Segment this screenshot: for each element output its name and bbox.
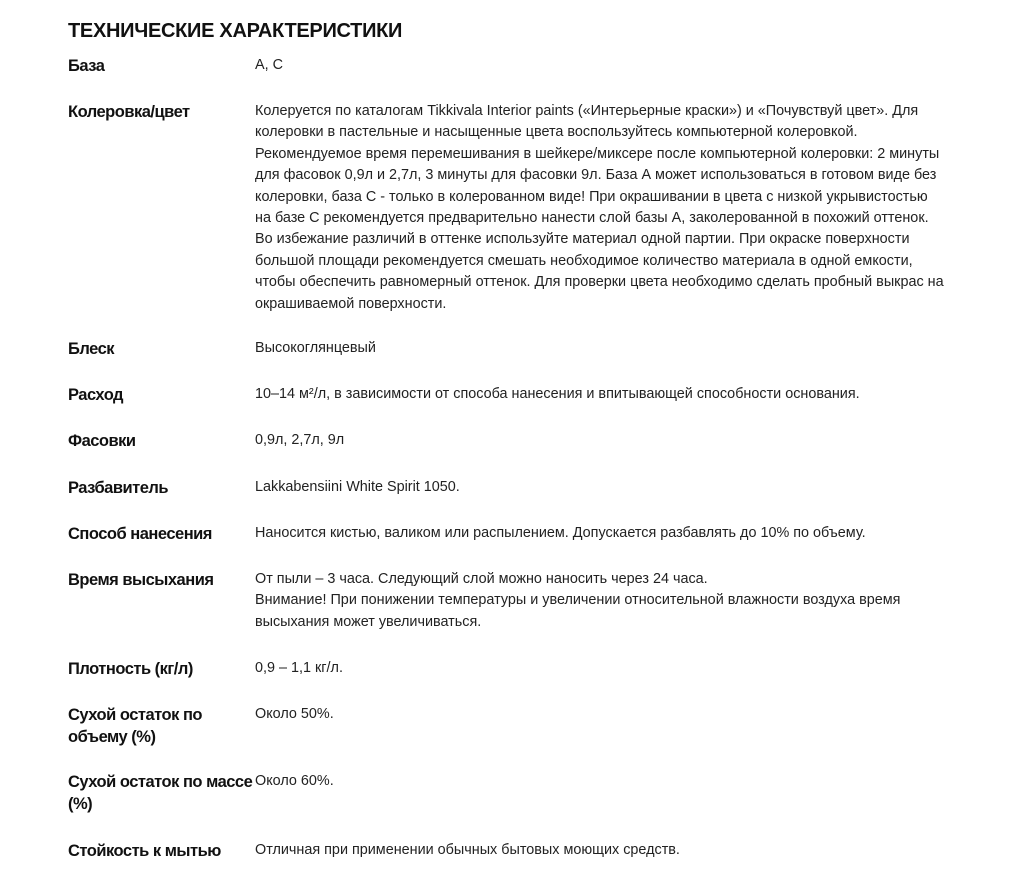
spec-row-gloss — [68, 338, 958, 384]
spec-row-tinting — [68, 101, 958, 338]
spec-value: A, C — [255, 57, 283, 73]
spec-value: От пыли – 3 часа. Следующий слой можно наносить через 24 часа. Внимание! При понижении температуры и увеличении относительной влажности воздуха время высыхания может увеличиваться. — [255, 571, 901, 630]
spec-label: Способ нанесения — [68, 525, 212, 543]
spec-label: Разбавитель — [68, 479, 168, 497]
spec-table — [68, 55, 958, 880]
spec-row-wash-resistance — [68, 840, 958, 880]
spec-value: Наносится кистью, валиком или распылением. Допускается разбавлять до 10% по объему. — [255, 525, 866, 541]
spec-row-base — [68, 55, 958, 101]
spec-value: Около 50%. — [255, 706, 334, 722]
spec-row-thinner — [68, 477, 958, 523]
spec-value: Около 60%. — [255, 773, 334, 789]
spec-label: Время высыхания — [68, 571, 214, 589]
spec-label: Блеск — [68, 340, 115, 358]
spec-value: Колеруется по каталогам Tikkivala Interior paints («Интерьерные краски») и «Почувствуй цвет». Для колеровки в пастельные и насыщенные цвета воспользуйтесь компьютерной колеровкой. Рекомендуемое время перемешивания в шейкере/миксере после компьютерной колеровки: 2 минуты для фасовок 0,9л и 2,7л, 3 минуты для фасовки 9л. База А может использоваться в готовом виде без колеровки, база С - только в колерованном виде! При окрашивании в цвета с низкой укрывистостью на базе С рекомендуется предварительно нанести слой базы А, заколерованной в похожий оттенок. Во избежание различий в оттенке используйте материал одной партии. При окраске поверхности большой площади рекомендуется смешать необходимое количество материала в одной емкости, чтобы обеспечить равномерный оттенок. Для проверки цвета необходимо сделать пробный выкрас на окрашиваемой поверхности. — [255, 103, 944, 312]
spec-row-solids-volume — [68, 704, 958, 771]
spec-row-density — [68, 658, 958, 704]
spec-label: База — [68, 57, 105, 75]
spec-label: Расход — [68, 386, 124, 404]
spec-value: 10–14 м²/л, в зависимости от способа нанесения и впитывающей способности основания. — [255, 386, 860, 402]
spec-label: Колеровка/цвет — [68, 103, 190, 121]
spec-label: Сухой остаток по объему (%) — [68, 706, 202, 746]
spec-label: Сухой остаток по массе (%) — [68, 773, 253, 813]
spec-label: Плотность (кг/л) — [68, 660, 193, 678]
spec-row-solids-mass — [68, 771, 958, 840]
page-title: ТЕХНИЧЕСКИЕ ХАРАКТЕРИСТИКИ — [68, 20, 403, 43]
spec-row-drying-time — [68, 569, 958, 658]
spec-label: Фасовки — [68, 432, 136, 450]
spec-value: 0,9 – 1,1 кг/л. — [255, 660, 343, 676]
spec-row-consumption — [68, 384, 958, 430]
spec-row-packaging — [68, 430, 958, 477]
spec-value: Lakkabensiini White Spirit 1050. — [255, 479, 460, 495]
spec-row-application — [68, 523, 958, 569]
spec-label: Стойкость к мытью — [68, 842, 221, 860]
spec-value: Отличная при применении обычных бытовых моющих средств. — [255, 842, 680, 858]
spec-value: Высокоглянцевый — [255, 340, 376, 356]
spec-value: 0,9л, 2,7л, 9л — [255, 432, 345, 448]
